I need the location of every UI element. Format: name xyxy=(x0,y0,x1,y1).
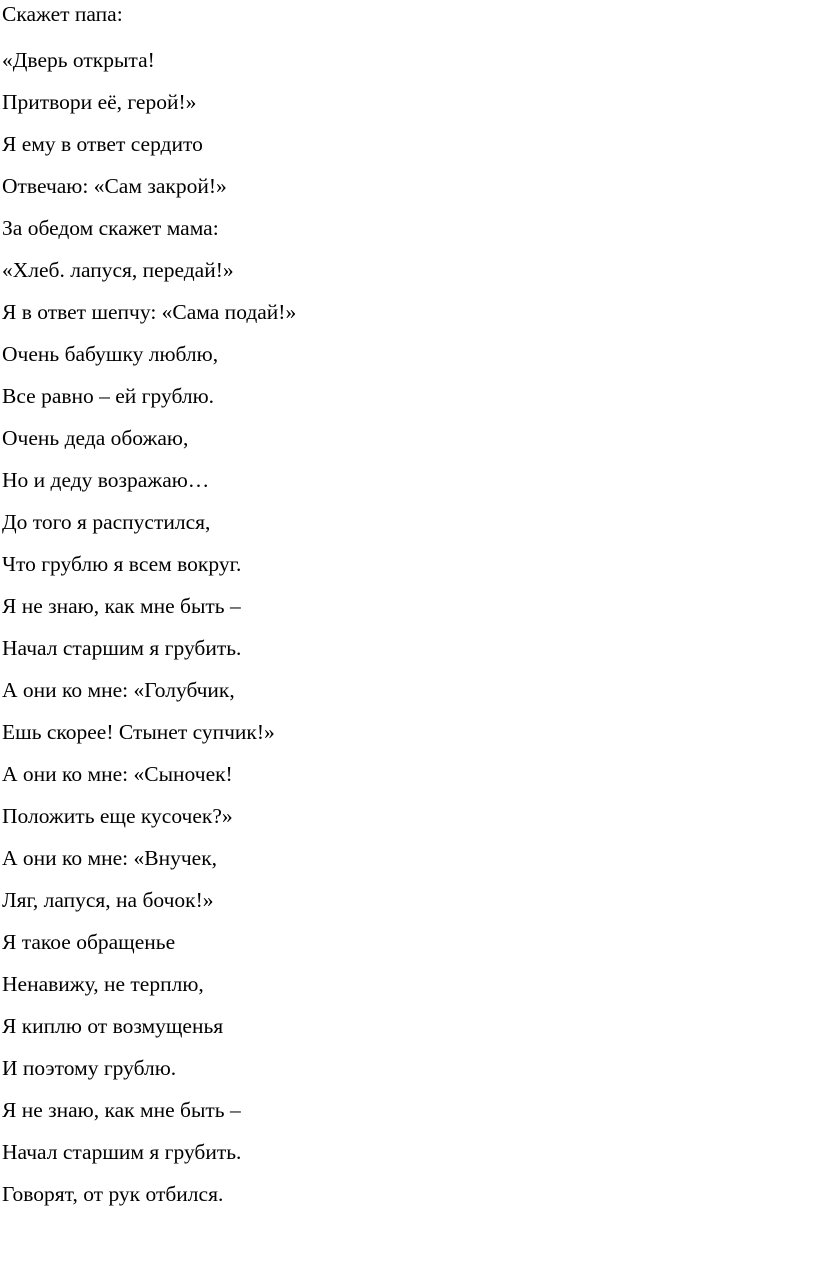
poem-line: За обедом скажет мама: xyxy=(2,216,219,240)
poem-line: Начал старшим я грубить. xyxy=(2,1140,242,1164)
poem-text xyxy=(2,0,812,1222)
poem-line: Скажет папа: xyxy=(2,2,123,26)
poem-line: Ешь скорее! Стынет супчик!» xyxy=(2,720,275,744)
poem-line: Все равно – ей грублю. xyxy=(2,384,215,408)
poem-line: «Хлеб. лапуся, передай!» xyxy=(2,258,234,282)
poem-line: Начал старшим я грубить. xyxy=(2,636,242,660)
poem-line: Очень деда обожаю, xyxy=(2,426,189,450)
poem-line: Я в ответ шепчу: «Сама подай!» xyxy=(2,300,297,324)
poem-line: Отвечаю: «Сам закрой!» xyxy=(2,174,227,198)
poem-line: Ненавижу, не терплю, xyxy=(2,972,204,996)
poem-line: Я ему в ответ сердито xyxy=(2,132,203,156)
poem-line: Я киплю от возмущенья xyxy=(2,1014,224,1038)
poem-line: Я не знаю, как мне быть – xyxy=(2,594,241,618)
poem-line: Ляг, лапуся, на бочок!» xyxy=(2,888,214,912)
poem-line: Но и деду возражаю… xyxy=(2,468,210,492)
poem-line: До того я распустился, xyxy=(2,510,211,534)
poem-line: Я не знаю, как мне быть – xyxy=(2,1098,241,1122)
poem-line: А они ко мне: «Сыночек! xyxy=(2,762,233,786)
poem-line: Положить еще кусочек?» xyxy=(2,804,233,828)
poem-line: Очень бабушку люблю, xyxy=(2,342,219,366)
poem-line: И поэтому грублю. xyxy=(2,1056,177,1080)
poem-line: Я такое обращенье xyxy=(2,930,176,954)
poem-line: А они ко мне: «Голубчик, xyxy=(2,678,235,702)
poem-line: Что грублю я всем вокруг. xyxy=(2,552,242,576)
poem-line: А они ко мне: «Внучек, xyxy=(2,846,218,870)
poem-line: Притвори её, герой!» xyxy=(2,90,197,114)
poem-line: Говорят, от рук отбился. xyxy=(2,1182,224,1206)
poem-line: «Дверь открыта! xyxy=(2,48,155,72)
